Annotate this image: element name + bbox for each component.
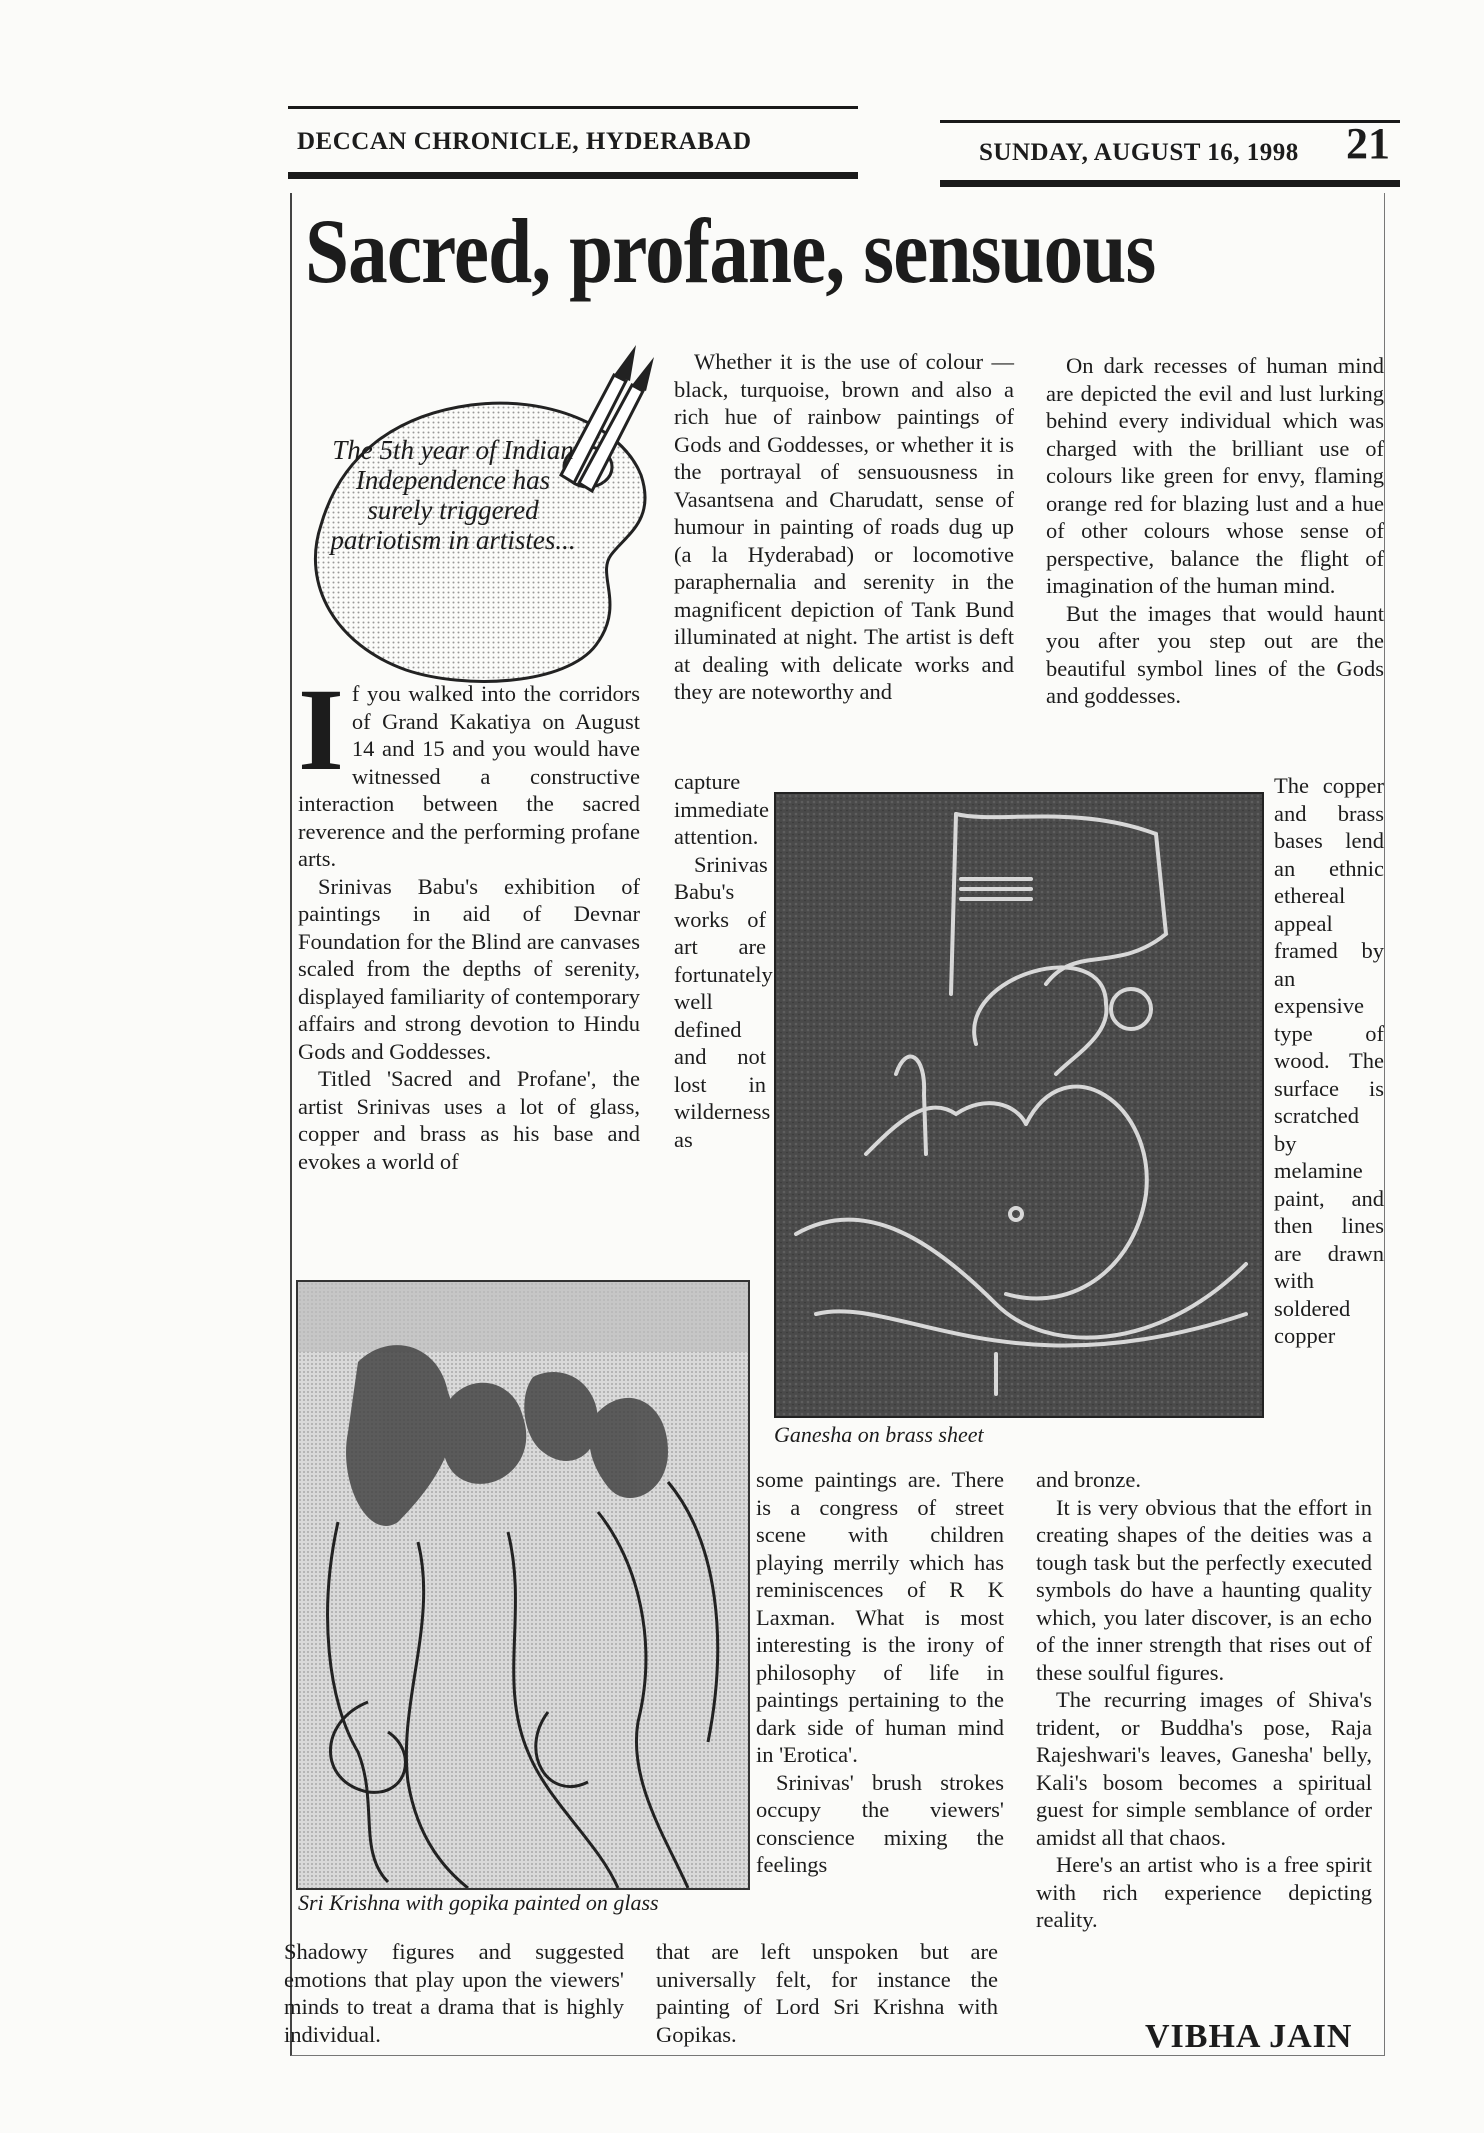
bottom-mid-paragraph: that are left unspoken but are universally felt, for instance the painting of Lord Sri Krishna with Gopikas. xyxy=(656,1939,998,2047)
col1-paragraph-2: Srinivas Babu's exhibition of paintings in aid of Devnar Foundation for the Blind are canvases scaled from the depths of serenity, displayed familiarity of contemporary affairs and strong devotion to Hindu Gods and Goddesses. xyxy=(298,873,640,1064)
right-paragraph-3: Here's an artist who is a free spirit with rich experience depicting reality. xyxy=(1036,1852,1372,1932)
column-1 xyxy=(298,664,640,1175)
ganesha-photo xyxy=(774,792,1264,1418)
col3-narrow: The copper and brass bases lend an ethnic ethereal appeal framed by an expensive type of wood. The surface is scratched by melamine paint, and then lines are drawn with soldered copper xyxy=(1274,773,1384,1348)
col1-paragraph-lead: f you walked into the corridors of Grand Kakatiya on August 14 and 15 and you would have witnessed a constructive interaction between the sacred reverence and the performing profane arts. xyxy=(298,681,640,871)
right-paragraph-1: It is very obvious that the effort in creating shapes of the deities was a tough task but the perfectly executed symbols do have a haunting quality which, you later discover, is an echo of the inner strength that rises out of these soulful figures. xyxy=(1036,1494,1372,1685)
mid-paragraph-1: some paintings are. There is a congress of street scene with children playing merrily which has reminiscences of R K Laxman. What is most interesting is the irony of philosophy of life in paintings pertaining to the dark side of human mind in 'Erotica'. xyxy=(756,1467,1004,1767)
col2-narrow-1: capture immediate attention. xyxy=(674,769,769,849)
headline: Sacred, profane, sensuous xyxy=(305,200,1156,302)
pull-quote: The 5th year of Indian Independence has surely triggered patriotism in artistes... xyxy=(330,435,576,555)
col3-paragraph-1: On dark recesses of human mind are depicted the evil and lust lurking behind every individual which was charged with the brilliant use of colours like green for envy, flaming orange red for blazing lust and a hue of other colours whose sense of perspective, balance the flight of imagination of the human mind. xyxy=(1046,353,1384,598)
mid-paragraph-2: Srinivas' brush strokes occupy the viewers' conscience mixing the feelings xyxy=(756,1769,1004,1877)
bottom-left-paragraph: Shadowy figures and suggested emotions that play upon the viewers' minds to treat a drama that is highly individual. xyxy=(284,1939,624,2047)
column-3-narrow xyxy=(1274,772,1384,1350)
krishna-caption: Sri Krishna with gopika painted on glass xyxy=(298,1890,659,1915)
col2-paragraph-1: Whether it is the use of colour — black, turquoise, brown and also a rich hue of rainbow paintings of Gods and Goddesses, or whether it is the portrayal of sensuousness in Vasantsena and Charudatt, sense of humour in painting of roads dug up (a la Hyderabad) or locomotive paraphernalia and serenity in the magnificent depiction of Tank Bund illuminated at night. The artist is deft at dealing with delicate works and they are noteworthy and xyxy=(674,349,1014,704)
masthead-bottom-rule-right xyxy=(940,180,1400,187)
byline: VIBHA JAIN xyxy=(1145,2018,1353,2055)
ganesha-artwork xyxy=(776,794,1262,1416)
col1-paragraph-3: Titled 'Sacred and Profane', the artist Srinivas uses a lot of glass, copper and brass as his base and evokes a world of xyxy=(298,1066,640,1174)
masthead-top-rule-left xyxy=(288,106,858,109)
masthead-top-rule-right xyxy=(940,120,1400,123)
bottom-left-text xyxy=(284,1938,624,2048)
column-3 xyxy=(1046,352,1384,710)
ganesha-caption: Ganesha on brass sheet xyxy=(774,1422,984,1447)
column-2 xyxy=(674,348,1014,706)
right-paragraph-0: and bronze. xyxy=(1036,1467,1141,1492)
column-middle xyxy=(756,1466,1004,1879)
column-right xyxy=(1036,1466,1372,1934)
krishna-photo xyxy=(296,1280,750,1890)
column-2-narrow xyxy=(674,768,773,1153)
col3-paragraph-2: But the images that would haunt you after you step out are the beautiful symbol lines of the Gods and goddesses. xyxy=(1046,600,1384,708)
right-paragraph-2: The recurring images of Shiva's trident, or Buddha's pose, Raja Rajeshwari's leaves, Ganesha' belly, Kali's bosom becomes a spiritual guest for simple semblance of order amidst all that chaos. xyxy=(1036,1687,1372,1850)
newspaper-name: DECCAN CHRONICLE, HYDERABAD xyxy=(297,128,752,155)
page-number: 21 xyxy=(1346,119,1390,168)
masthead-bottom-rule-left xyxy=(288,172,858,179)
krishna-artwork xyxy=(298,1282,748,1888)
bottom-mid-text xyxy=(656,1938,998,2048)
col2-narrow-2: Srinivas Babu's works of art are fortunately well defined and not lost in wilderness as xyxy=(674,851,773,1152)
drop-cap: I xyxy=(298,664,344,795)
issue-date: SUNDAY, AUGUST 16, 1998 xyxy=(979,139,1299,166)
